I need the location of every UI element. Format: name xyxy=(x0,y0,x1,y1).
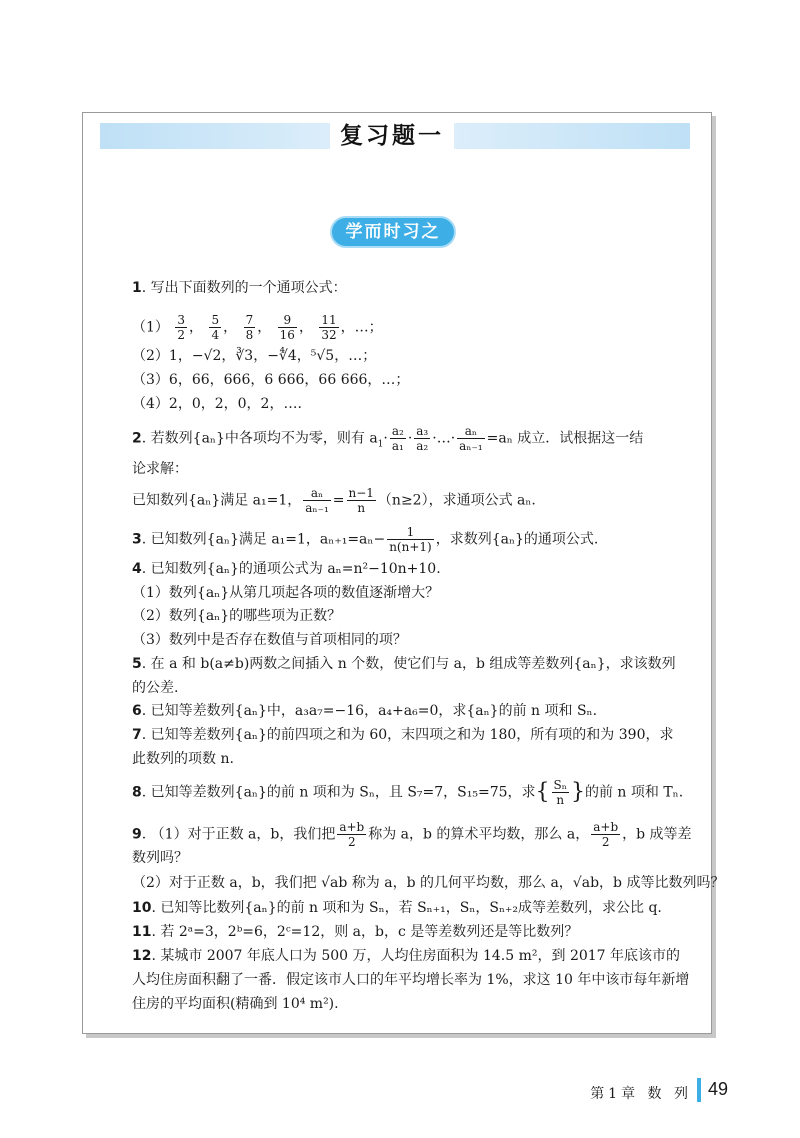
problem-7-line2: 此数列的项数 n. xyxy=(132,751,234,767)
fraction: $\frac{3}{2}$ xyxy=(177,313,186,342)
problem-1-sub4: （4）2，0，2，0，2，…. xyxy=(132,396,302,412)
problem-12: 12. 某城市 2007 年底人口为 500 万，人均住房面积为 14.5 m²，到 2017 年底该市的 xyxy=(132,948,681,964)
problem-8: 8. 已知等差数列{aₙ}的前 n 项和为 Sₙ，且 S₇=7，S₁₅=75，求{ $\frac{\text{Sₙ}}{n}$ }的前 n 项和 Tₙ. xyxy=(132,778,684,807)
problem-9-line3: （2）对于正数 a，b，我们把 √ab 称为 a，b 的几何平均数，那么 a，√ab，b 成等比数列吗？ xyxy=(132,875,725,891)
problem-6: 6. 已知等差数列{aₙ}中，a₃a₇=−16，a₄+a₆=0，求{aₙ}的前 n 项和 Sₙ. xyxy=(132,703,598,719)
problem-1-sub1: （1） $\frac{3}{2}$ ， $\frac{5}{4}$ ， $\frac{7}{8}$ ， $\frac{9}{16}$ ， $\frac{11}{32}$ ，…； xyxy=(132,313,383,342)
page-number: 49 xyxy=(708,1079,729,1099)
problem-10: 10. 已知等比数列{aₙ}的前 n 项和为 Sₙ，若 Sₙ₊₁，Sₙ，Sₙ₊₂成等差数列，求公比 q. xyxy=(132,900,662,916)
problem-2-line2: 论求解： xyxy=(132,461,188,477)
problem-5: 5. 在 a 和 b(a≠b)两数之间插入 n 个数，使它们与 a，b 组成等差数列{aₙ}，求该数列 xyxy=(132,656,676,672)
problem-2-line3: 已知数列{aₙ}满足 a₁=1， $\frac{\text{aₙ}}{\text{aₙ₋₁}}$ = $\frac{n-1}{n}$ （n≥2），求通项公式 aₙ. xyxy=(132,486,536,515)
fraction: $\frac{5}{4}$ xyxy=(211,313,220,342)
problem-5-line2: 的公差. xyxy=(132,680,179,696)
problem-1-sub3: （3）6，66，666，6 666，66 666，…； xyxy=(132,372,410,388)
problem-11: 11. 若 2ᵃ=3，2ᵇ=6，2ᶜ=12，则 a，b，c 是等差数列还是等比数列？ xyxy=(132,924,579,940)
section-badge: 学而时习之 xyxy=(330,216,456,248)
problem-9-line2: 数列吗？ xyxy=(132,850,188,866)
problem-1-sub2: （2）1，−√2，∛3，−∜4，⁵√5，…； xyxy=(132,348,377,364)
problem-7: 7. 已知等差数列{aₙ}的前四项之和为 60，末四项之和为 180，所有项的和为 390，求 xyxy=(132,727,674,743)
problem-4-q2: （2）数列{aₙ}的哪些项为正数？ xyxy=(132,608,342,624)
chapter-label: 第1章 数 列 xyxy=(590,1086,692,1102)
fraction: $\frac{11}{32}$ xyxy=(321,313,337,342)
problem-4: 4. 已知数列{aₙ}的通项公式为 aₙ=n²−10n+10. xyxy=(132,561,441,577)
problem-4-q1: （1）数列{aₙ}从第几项起各项的数值逐渐增大？ xyxy=(132,585,440,601)
fraction: $\frac{7}{8}$ xyxy=(245,313,254,342)
problem-9: 9. （1）对于正数 a，b，我们把 $\frac{a+b}{2}$ 称为 a，b 的算术平均数，那么 a， $\frac{a+b}{2}$ ，b 成等差 xyxy=(132,820,692,849)
problem-4-q3: （3）数列中是否存在数值与首项相同的项？ xyxy=(132,632,407,648)
problem-1: 1. 写出下面数列的一个通项公式： xyxy=(132,280,347,296)
page-title: 复习题一 xyxy=(330,118,454,154)
problem-12-line2: 人均住房面积翻了一番．假定该市人口的年平均增长率为 1%，求这 10 年中该市每年新增 xyxy=(132,972,690,988)
problem-3: 3. 已知数列{aₙ}满足 a₁=1，aₙ₊₁=aₙ− $\frac{1}{n(n+1)}$ ，求数列{aₙ}的通项公式. xyxy=(132,525,599,554)
footer-divider xyxy=(697,1078,701,1102)
problem-12-line3: 住房的平均面积(精确到 10⁴ m²). xyxy=(132,996,339,1012)
fraction: $\frac{9}{16}$ xyxy=(279,313,295,342)
problem-2: 2. 若数列{aₙ}中各项均不为零，则有 $a_1\cdot$ $\frac{\text{a₂}}{\text{a₁}}$ · $\frac{\text{a₃}}{\text{a₂}}$ ·…· $\frac{\text{aₙ}}{\text{aₙ₋₁}}$ =aₙ 成立．试根据这一结 xyxy=(132,424,644,453)
